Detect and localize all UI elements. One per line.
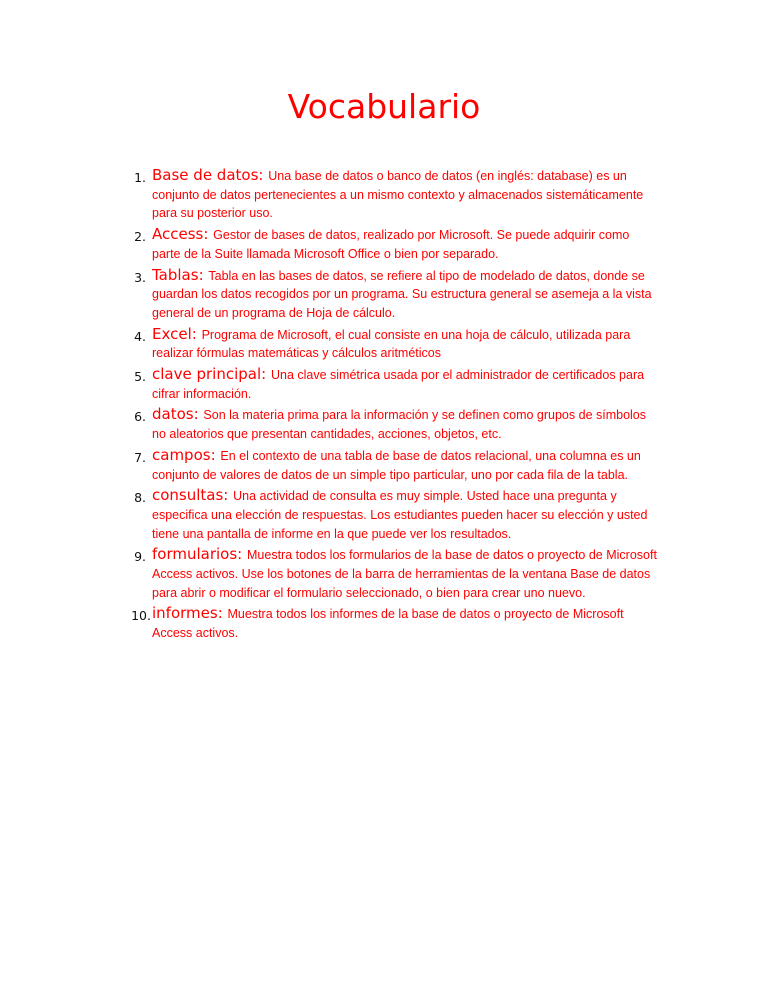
item-term: formularios: — [152, 545, 247, 564]
list-item — [0, 325, 768, 363]
item-definition: Muestra todos los informes de la base de datos o proyecto de Microsoft Access activos. — [152, 607, 624, 641]
list-item — [0, 225, 768, 263]
item-number: 5. — [134, 369, 146, 385]
item-term: informes: — [152, 604, 228, 623]
item-term: Tablas: — [152, 265, 209, 284]
list-item — [0, 446, 768, 484]
item-number: 10. — [131, 608, 151, 624]
item-term: datos: — [152, 405, 204, 424]
item-term: campos: — [152, 445, 221, 464]
item-number: 1. — [134, 170, 146, 185]
item-definition: Programa de Microsoft, el cual consiste en una hoja de cálculo, utilizada para realizar fórmulas matemáticas y cálculos aritméticos — [152, 327, 631, 361]
vocabulary-list — [0, 166, 768, 645]
item-number: 8. — [134, 490, 146, 506]
item-number: 4. — [134, 328, 146, 344]
item-number: 9. — [134, 549, 146, 565]
item-number: 2. — [134, 229, 146, 245]
item-definition: Una base de datos o banco de datos (en inglés: database) es un conjunto de datos pertenecientes a un mismo contexto y almacenados sistemáticamente para su posterior uso. — [152, 169, 644, 221]
item-number: 3. — [134, 269, 146, 285]
item-definition: En el contexto de una tabla de base de datos relacional, una columna es un conjunto de valores de datos de un simple tipo particular, uno por cada fila de la tabla. — [152, 448, 641, 482]
item-definition: Tabla en las bases de datos, se refiere al tipo de modelado de datos, donde se guardan los datos recogidos por un programa. Su estructura general se asemeja a la vista general de un programa de Hoja de cálculo. — [152, 268, 652, 320]
item-definition: Muestra todos los formularios de la base de datos o proyecto de Microsoft Access activos. Use los botones de la barra de herramientas de la ventana Base de datos para abrir o modificar el formulario seleccionado, o bien para crear uno nuevo. — [152, 548, 657, 600]
list-item — [0, 365, 768, 403]
item-term: Base de datos: — [152, 166, 269, 184]
item-term: Excel: — [152, 324, 202, 343]
item-definition: Gestor de bases de datos, realizado por Microsoft. Se puede adquirir como parte de la Suite llamada Microsoft Office o bien por separado. — [152, 228, 630, 261]
list-item — [0, 166, 768, 223]
page-title: Vocabulario — [287, 87, 481, 126]
list-item — [0, 604, 768, 642]
item-number: 6. — [134, 409, 146, 425]
list-item — [0, 545, 768, 602]
item-definition: Una clave simétrica usada por el administrador de certificados para cifrar información. — [152, 368, 645, 401]
item-term: clave principal: — [152, 365, 271, 384]
item-definition: Son la materia prima para la información y se definen como grupos de símbolos no aleatorios que presentan cantidades, acciones, objetos, etc. — [152, 408, 647, 442]
item-term: Access: — [152, 225, 214, 244]
item-definition: Una actividad de consulta es muy simple. Usted hace una pregunta y especifica una elección de respuestas. Los estudiantes pueden hacer su elección y usted tiene una pantalla de informe en la que puede ver los resultados. — [152, 489, 648, 541]
list-item — [0, 486, 768, 543]
item-number: 7. — [134, 449, 146, 465]
list-item — [0, 405, 768, 443]
item-term: consultas: — [152, 486, 234, 505]
list-item — [0, 266, 768, 323]
